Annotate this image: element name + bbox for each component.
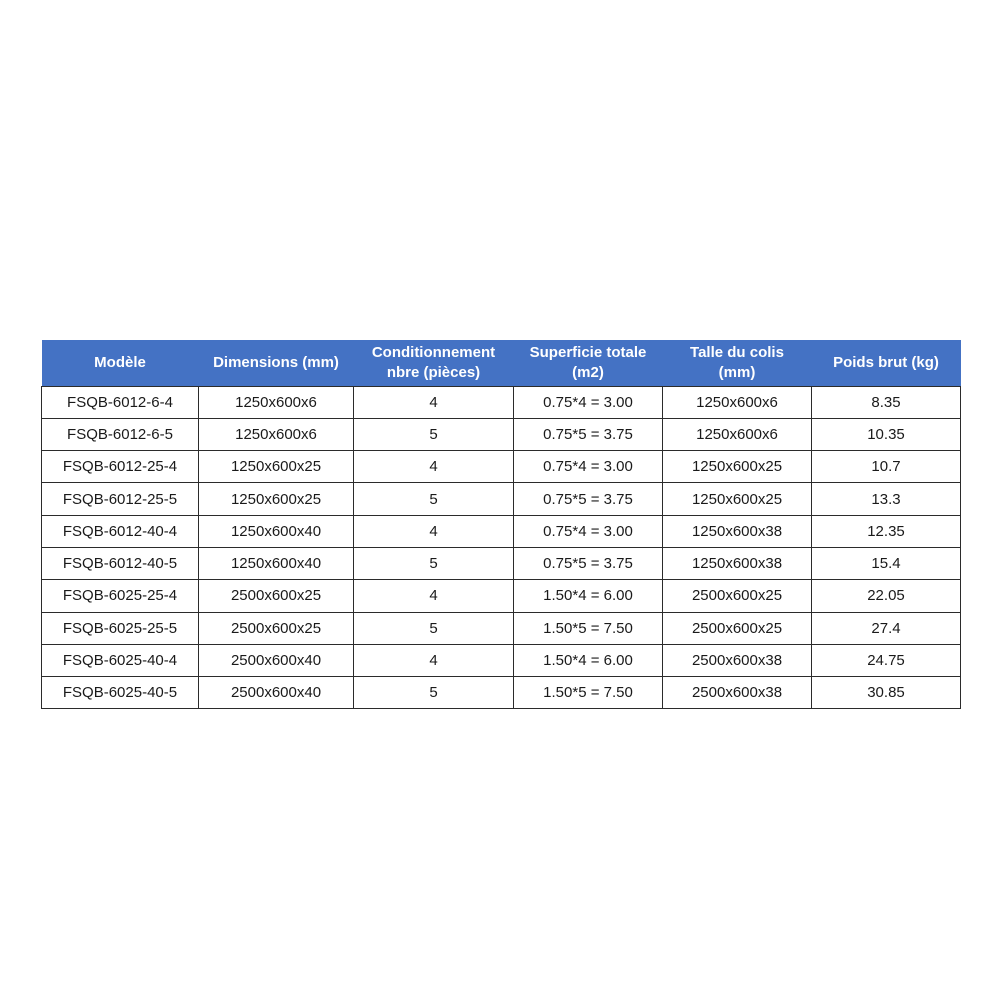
cell-packaging: 5 (354, 677, 514, 709)
cell-packaging: 4 (354, 580, 514, 612)
table-header (42, 340, 961, 386)
cell-gross-weight: 30.85 (812, 677, 961, 709)
cell-dimensions: 2500x600x40 (199, 644, 354, 676)
cell-total-area: 0.75*4 = 3.00 (514, 451, 663, 483)
cell-model: FSQB-6025-25-5 (42, 612, 199, 644)
cell-dimensions: 1250x600x25 (199, 451, 354, 483)
cell-model: FSQB-6012-25-4 (42, 451, 199, 483)
header-total-area-label-line1: Superficie totale (529, 343, 647, 361)
cell-model: FSQB-6025-25-4 (42, 580, 199, 612)
cell-package-size: 2500x600x38 (663, 644, 812, 676)
header-package-size-label-line1: Talle du colis (690, 343, 784, 361)
header-model-label: Modèle (94, 353, 146, 371)
cell-total-area: 0.75*4 = 3.00 (514, 386, 663, 418)
cell-total-area: 1.50*4 = 6.00 (514, 644, 663, 676)
header-gross-weight-label: Poids brut (kg) (833, 353, 939, 371)
cell-total-area: 1.50*4 = 6.00 (514, 580, 663, 612)
header-package-size-label-line2: (mm) (718, 363, 756, 381)
header-total-area-label-line2: (m2) (572, 363, 604, 381)
cell-package-size: 1250x600x6 (663, 386, 812, 418)
cell-model: FSQB-6025-40-5 (42, 677, 199, 709)
product-spec-table (41, 340, 961, 709)
cell-packaging: 5 (354, 547, 514, 579)
cell-dimensions: 2500x600x40 (199, 677, 354, 709)
table-row (42, 547, 961, 579)
cell-packaging: 4 (354, 386, 514, 418)
header-packaging (354, 340, 514, 386)
cell-total-area: 1.50*5 = 7.50 (514, 677, 663, 709)
header-packaging-label-line1: Conditionnement (371, 343, 496, 361)
cell-dimensions: 1250x600x6 (199, 418, 354, 450)
header-dimensions-label: Dimensions (mm) (213, 353, 339, 371)
cell-packaging: 5 (354, 612, 514, 644)
cell-packaging: 4 (354, 644, 514, 676)
header-gross-weight (812, 340, 961, 386)
cell-package-size: 2500x600x38 (663, 677, 812, 709)
cell-dimensions: 1250x600x25 (199, 483, 354, 515)
table-row (42, 483, 961, 515)
cell-gross-weight: 8.35 (812, 386, 961, 418)
cell-dimensions: 2500x600x25 (199, 580, 354, 612)
cell-dimensions: 1250x600x6 (199, 386, 354, 418)
cell-packaging: 5 (354, 418, 514, 450)
cell-package-size: 1250x600x6 (663, 418, 812, 450)
cell-dimensions: 1250x600x40 (199, 547, 354, 579)
cell-total-area: 0.75*4 = 3.00 (514, 515, 663, 547)
cell-model: FSQB-6012-6-4 (42, 386, 199, 418)
cell-gross-weight: 10.35 (812, 418, 961, 450)
cell-dimensions: 1250x600x40 (199, 515, 354, 547)
header-packaging-label-line2: nbre (pièces) (386, 363, 481, 381)
cell-gross-weight: 24.75 (812, 644, 961, 676)
cell-model: FSQB-6012-40-5 (42, 547, 199, 579)
cell-packaging: 4 (354, 515, 514, 547)
table-row (42, 644, 961, 676)
table-row (42, 451, 961, 483)
cell-package-size: 2500x600x25 (663, 580, 812, 612)
cell-model: FSQB-6012-25-5 (42, 483, 199, 515)
table-row (42, 612, 961, 644)
cell-model: FSQB-6025-40-4 (42, 644, 199, 676)
table-row (42, 418, 961, 450)
table-row (42, 580, 961, 612)
cell-total-area: 0.75*5 = 3.75 (514, 547, 663, 579)
cell-model: FSQB-6012-6-5 (42, 418, 199, 450)
cell-gross-weight: 12.35 (812, 515, 961, 547)
cell-total-area: 0.75*5 = 3.75 (514, 418, 663, 450)
cell-packaging: 4 (354, 451, 514, 483)
table-row (42, 515, 961, 547)
cell-packaging: 5 (354, 483, 514, 515)
cell-gross-weight: 13.3 (812, 483, 961, 515)
cell-total-area: 1.50*5 = 7.50 (514, 612, 663, 644)
table-body (42, 386, 961, 709)
cell-gross-weight: 27.4 (812, 612, 961, 644)
cell-package-size: 2500x600x25 (663, 612, 812, 644)
table-row (42, 386, 961, 418)
cell-model: FSQB-6012-40-4 (42, 515, 199, 547)
cell-gross-weight: 22.05 (812, 580, 961, 612)
cell-gross-weight: 15.4 (812, 547, 961, 579)
cell-package-size: 1250x600x25 (663, 483, 812, 515)
header-row (42, 340, 961, 386)
cell-package-size: 1250x600x38 (663, 547, 812, 579)
header-package-size (663, 340, 812, 386)
cell-package-size: 1250x600x38 (663, 515, 812, 547)
header-dimensions (199, 340, 354, 386)
cell-gross-weight: 10.7 (812, 451, 961, 483)
cell-total-area: 0.75*5 = 3.75 (514, 483, 663, 515)
header-model (42, 340, 199, 386)
cell-dimensions: 2500x600x25 (199, 612, 354, 644)
table-row (42, 677, 961, 709)
header-total-area (514, 340, 663, 386)
cell-package-size: 1250x600x25 (663, 451, 812, 483)
